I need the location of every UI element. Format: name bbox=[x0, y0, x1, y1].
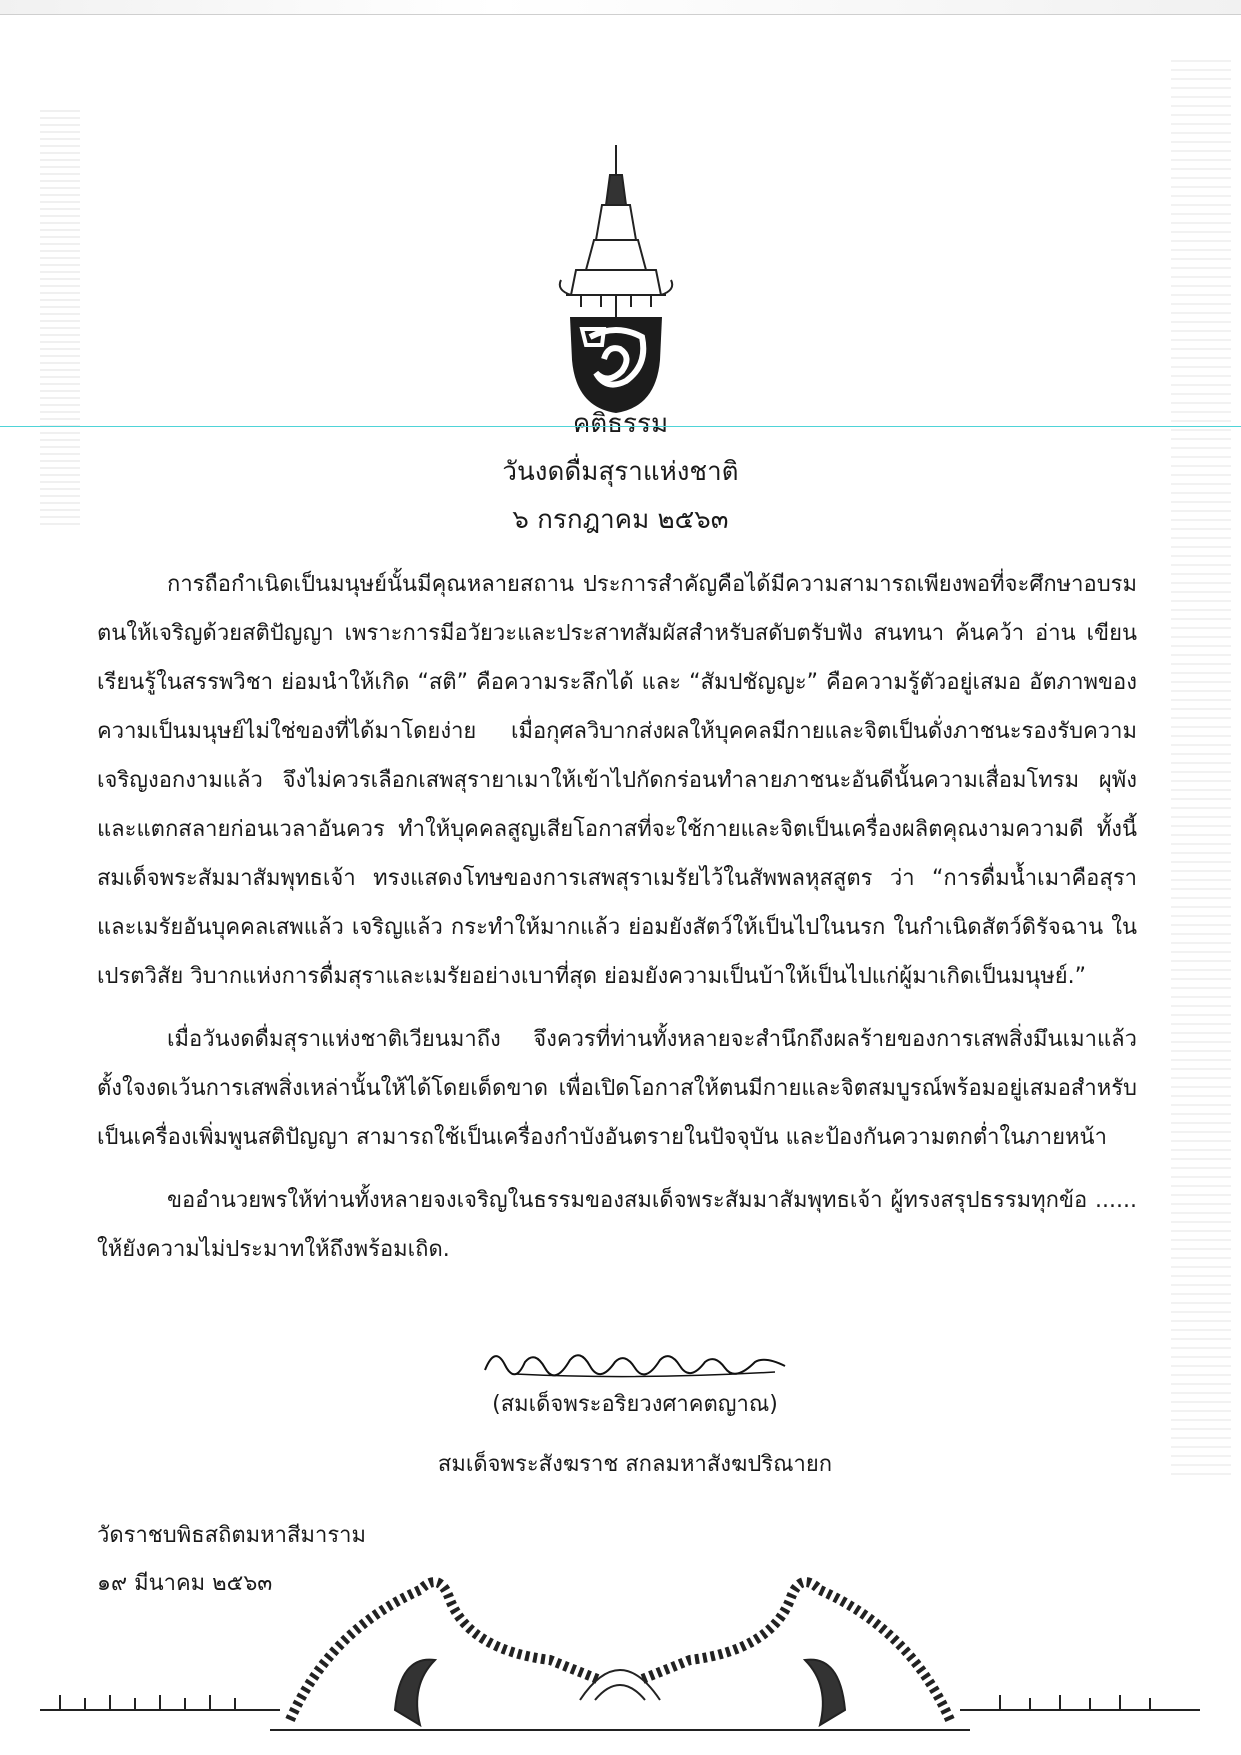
signature-block bbox=[420, 1340, 850, 1486]
floral-arch-ornament-icon bbox=[40, 1560, 1200, 1750]
signature-name: (สมเด็จพระอริยวงศาคตญาณ) bbox=[492, 1392, 778, 1417]
scan-artifact-line bbox=[0, 426, 1241, 427]
issue-date: ๑๙ มีนาคม ๒๕๖๓ bbox=[97, 1571, 273, 1596]
title-block bbox=[0, 400, 1241, 544]
body-paragraph-2: เมื่อวันงดดื่มสุราแห่งชาติเวียนมาถึง จึงควรที่ท่านทั้งหลายจะสำนึกถึงผลร้ายของการเสพสิ่งมึนเมาแล้วตั้งใจงดเว้นการเสพสิ่งเหล่านั้นให้ได้โดยเด็ดขาด เพื่อเปิดโอกาสให้ตนมีกายและจิตสมบูรณ์พร้อมอยู่เสมอสำหรับเป็นเครื่องเพิ่มพูนสติปัญญา สามารถใช้เป็นเครื่องกำบังอันตรายในปัจจุบัน และป้องกันความตกต่ำในภายหน้า bbox=[97, 1027, 1137, 1150]
handwritten-signature-icon bbox=[475, 1340, 795, 1380]
document-body bbox=[97, 560, 1137, 1288]
scan-top-border bbox=[0, 0, 1241, 15]
document-heading: คติธรรม bbox=[572, 409, 669, 439]
royal-crown-emblem-icon bbox=[556, 145, 676, 415]
issue-place: วัดราชบพิธสถิตมหาสีมาราม bbox=[97, 1523, 366, 1548]
body-paragraph-3: ขออำนวยพรให้ท่านทั้งหลายจงเจริญในธรรมของสมเด็จพระสัมมาสัมพุทธเจ้า ผู้ทรงสรุปธรรมทุกข้อ ...... ให้ยังความไม่ประมาทให้ถึงพร้อมเถิด. bbox=[97, 1188, 1137, 1262]
document-date: ๖ กรกฎาคม ๒๕๖๓ bbox=[512, 505, 729, 535]
signature-title: สมเด็จพระสังฆราช สกลมหาสังฆปริณายก bbox=[437, 1452, 833, 1477]
document-subheading: วันงดดื่มสุราแห่งชาติ bbox=[502, 457, 739, 487]
body-paragraph-1: การถือกำเนิดเป็นมนุษย์นั้นมีคุณหลายสถาน ประการสำคัญคือได้มีความสามารถเพียงพอที่จะศึกษาอบรมตนให้เจริญด้วยสติปัญญา เพราะการมีอวัยวะและประสาทสัมผัสสำหรับสดับตรับฟัง สนทนา ค้นคว้า อ่าน เขียน เรียนรู้ในสรรพวิชา ย่อมนำให้เกิด “สติ” คือความระลึกได้ และ “สัมปชัญญะ” คือความรู้ตัวอยู่เสมอ อัตภาพของความเป็นมนุษย์ไม่ใช่ของที่ได้มาโดยง่าย เมื่อกุศลวิบากส่งผลให้บุคคลมีกายและจิตเป็นดั่งภาชนะรองรับความเจริญงอกงามแล้ว จึงไม่ควรเลือกเสพสุรายาเมาให้เข้าไปกัดกร่อนทำลายภาชนะอันดีนั้นความเสื่อมโทรม ผุพัง และแตกสลายก่อนเวลาอันควร ทำให้บุคคลสูญเสียโอกาสที่จะใช้กายและจิตเป็นเครื่องผลิตคุณงามความดี ทั้งนี้ สมเด็จพระสัมมาสัมพุทธเจ้า ทรงแสดงโทษของการเสพสุราเมรัยไว้ในสัพพลหุสสูตร ว่า “การดื่มน้ำเมาคือสุราและเมรัยอันบุคคลเสพแล้ว เจริญแล้ว กระทำให้มากแล้ว ย่อมยังสัตว์ให้เป็นไปในนรก ในกำเนิดสัตว์ดิรัจฉาน ในเปรตวิสัย วิบากแห่งการดื่มสุราและเมรัยอย่างเบาที่สุด ย่อมยังความเป็นบ้าให้เป็นไปแก่ผู้มาเกิดเป็นมนุษย์.” bbox=[97, 572, 1137, 989]
scan-noise-right bbox=[1171, 60, 1231, 1480]
